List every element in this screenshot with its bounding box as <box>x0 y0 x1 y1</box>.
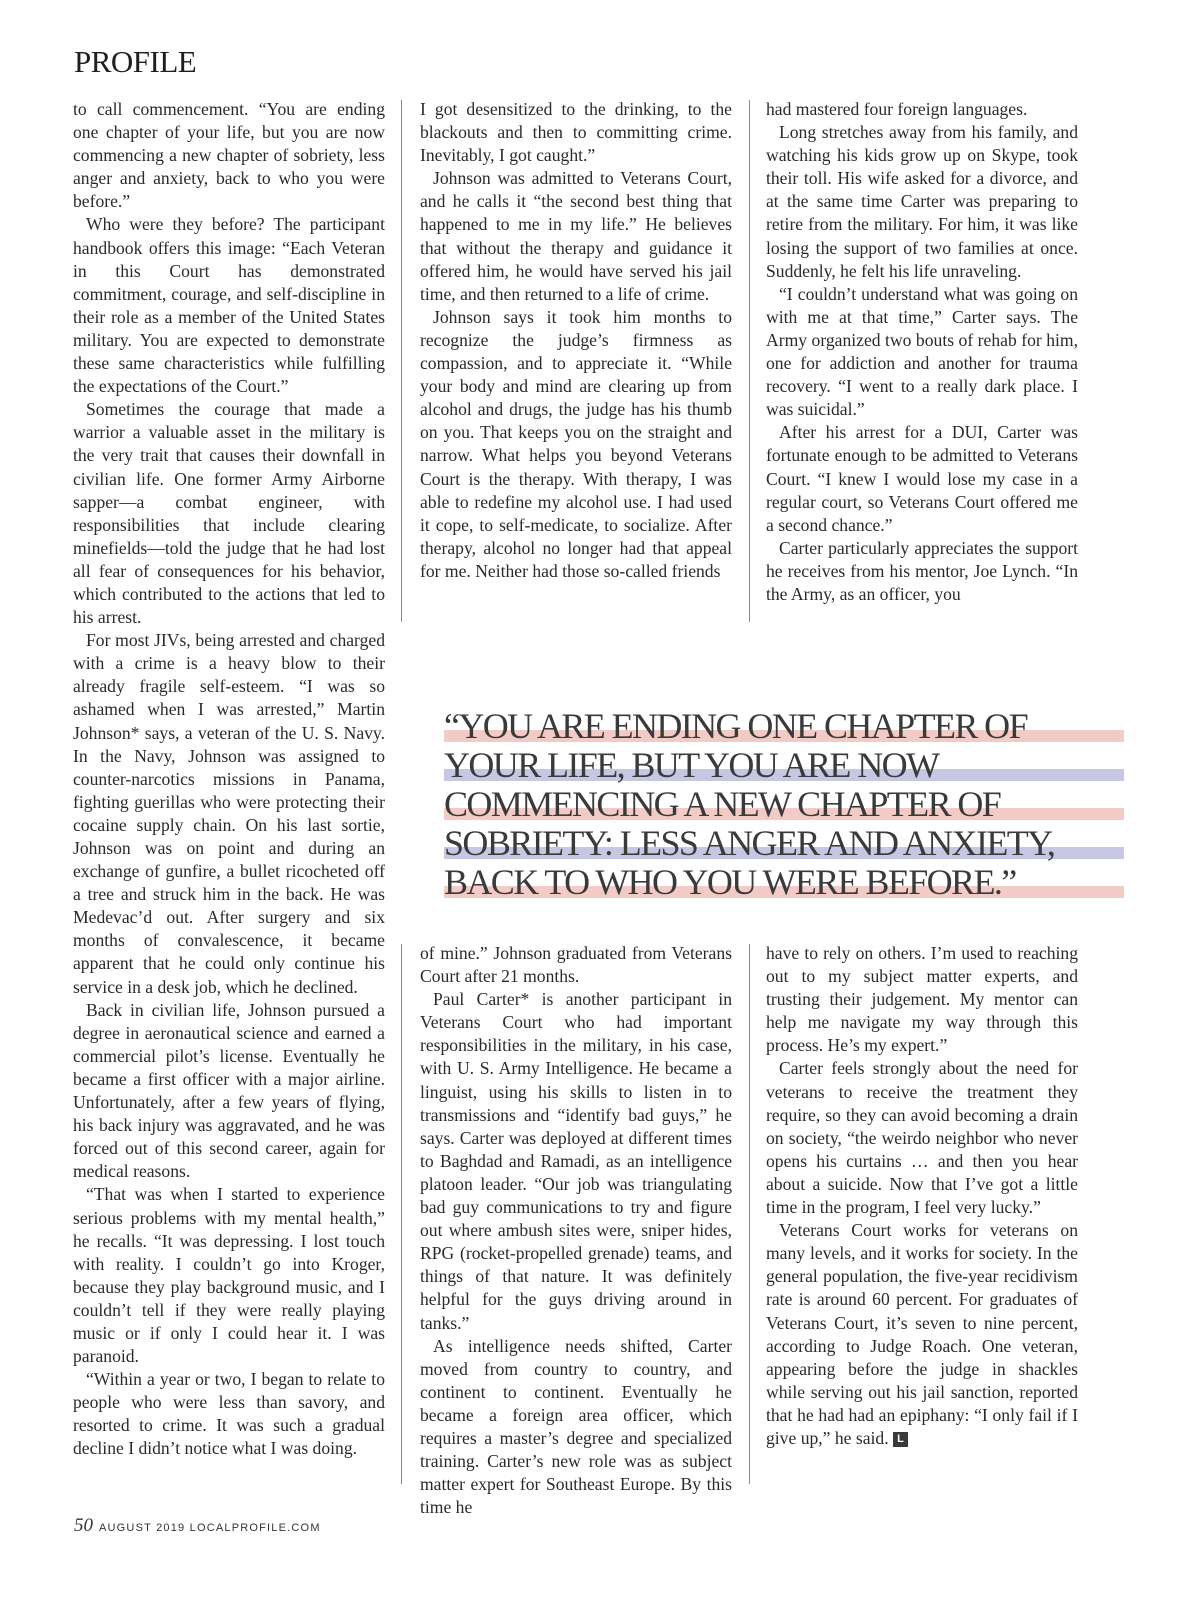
page-number: 50 <box>74 1515 93 1536</box>
section-title: PROFILE <box>74 44 197 79</box>
paragraph: For most JIVs, being arrested and charged with a crime is a heavy blow to their already fragile self-esteem. “I was so ashamed when I was arrested,” Martin Johnson* says, a veteran of the U. S. Navy. In the Navy, Johnson was assigned to counter-narcotics missions in Panama, fighting guerillas who were protecting their cocaine supply chain. On his last sortie, Johnson was on point and during an exchange of gunfire, a bullet ricocheted off a tree and struck him in the back. He was Medevac’d out. After surgery and six months of convalescence, it became apparent that he could only continue his service in a desk job, which he declined. <box>73 630 385 997</box>
paragraph: “I couldn’t understand what was going on with me at that time,” Carter says. The Army organized two bouts of rehab for him, one for addiction and another for trauma recovery. “I went to a really dark place. I was suicidal.” <box>766 283 1078 420</box>
column-divider <box>749 100 750 622</box>
paragraph: Back in civilian life, Johnson pursued a degree in aeronautical science and earned a commercial pilot’s license. Eventually he became a first officer with a major airline. Unfortunately, after a few years of flying, his back injury was aggravated, and he was forced out of this second career, again for medical reasons. <box>73 999 385 1182</box>
paragraph: have to rely on others. I’m used to reaching out to my subject matter experts, and trusting their judgement. My mentor can help me navigate my way through this process. He’s my expert.” <box>766 943 1078 1056</box>
paragraph: had mastered four foreign languages. <box>766 99 1028 119</box>
paragraph: of mine.” Johnson graduated from Veterans Court after 21 months. <box>420 943 732 987</box>
article-column-2-top <box>420 98 732 583</box>
paragraph: Paul Carter* is another participant in Veterans Court who had important responsibilities in the military, in his case, with U. S. Army Intelligence. He became a linguist, using his skills to listen in to transmissions and “identify bad guys,” he says. Carter was deployed at different times to Baghdad and Ramadi, as an intelligence platoon leader. “Our job was triangulating bad guy communications to try and figure out where ambush sites were, sniper hides, RPG (rocket-propelled grenade) teams, and things of that nature. It was definitely helpful for the guys driving around in tanks.” <box>420 989 732 1333</box>
paragraph: After his arrest for a DUI, Carter was fortunate enough to be admitted to Veterans Court. “I knew I would lose my case in a regular court, so Veterans Court offered me a second chance.” <box>766 422 1078 535</box>
article-column-3-top <box>766 98 1078 606</box>
article-column-3-bottom <box>766 942 1078 1450</box>
pull-quote-line: “YOU ARE ENDING ONE CHAPTER OF <box>444 707 1124 746</box>
pull-quote-line: YOUR LIFE, BUT YOU ARE NOW <box>444 746 1124 785</box>
paragraph: Carter feels strongly about the need for veterans to receive the treatment they require, so they can avoid becoming a drain on society, “the weirdo neighbor who never opens his curtains … and then you hear about a suicide. Now that I’ve got a little time in the program, I feel very lucky.” <box>766 1058 1078 1218</box>
column-divider <box>401 100 402 622</box>
paragraph: As intelligence needs shifted, Carter moved from country to country, and continent to continent. Eventually he became a foreign area officer, which requires a master’s degree and specialized training. Carter’s new role was as subject matter expert for Southeast Europe. By this time he <box>420 1335 732 1518</box>
paragraph: Sometimes the courage that made a warrior a valuable asset in the military is the very trait that causes their downfall in civilian life. One former Army Airborne sapper—a combat engineer, with responsibilities that include clearing minefields—told the judge that he had lost all fear of consequences for his behavior, which contributed to the actions that led to his arrest. <box>73 399 385 628</box>
column-divider <box>401 944 402 1484</box>
paragraph-text: Veterans Court works for veterans on many levels, and it works for society. In the general population, the five-year recidivism rate is around 60 percent. For graduates of Veterans Court, it’s seven to nine percent, according to Judge Roach. One veteran, appearing before the judge in shackles while serving out his jail sanction, reported that he had had an epiphany: “I only fail if I give up,” he said. <box>766 1220 1078 1448</box>
paragraph: Long stretches away from his family, and watching his kids grow up on Skype, took their toll. His wife asked for a divorce, and at the same time Carter was preparing to retire from the military. For him, it was like losing the support of two families at once. Suddenly, he felt his life unraveling. <box>766 122 1078 281</box>
page-footer <box>74 1515 321 1537</box>
pull-quote-line: SOBRIETY: LESS ANGER AND ANXIETY, <box>444 824 1124 863</box>
pull-quote-line: BACK TO WHO YOU WERE BEFORE.” <box>444 863 1124 902</box>
paragraph: to call commencement. “You are ending one chapter of your life, but you are now commencing a new chapter of sobriety, less anger and anxiety, back to who you were before.” <box>73 99 385 212</box>
paragraph: Carter particularly appreciates the support he receives from his mentor, Joe Lynch. “In the Army, as an officer, you <box>766 537 1078 604</box>
end-mark-icon: L <box>893 1432 908 1447</box>
paragraph: “Within a year or two, I began to relate to people who were less than savory, and resorted to crime. It was such a gradual decline I didn’t notice what I was doing. <box>73 1369 385 1459</box>
pull-quote <box>444 707 1124 902</box>
paragraph: “That was when I started to experience serious problems with my mental health,” he recalls. “It was depressing. I lost touch with reality. I couldn’t go into Kroger, because they play background music, and I couldn’t tell if they were really playing music or if only I could hear it. I was paranoid. <box>73 1184 385 1367</box>
article-column-2-bottom <box>420 942 732 1519</box>
footer-text: AUGUST 2019 LOCALPROFILE.COM <box>99 1522 321 1534</box>
paragraph <box>766 1219 1078 1450</box>
column-divider <box>749 944 750 1484</box>
paragraph: I got desensitized to the drinking, to the blackouts and then to committing crime. Inevitably, I got caught.” <box>420 99 732 166</box>
paragraph: Johnson was admitted to Veterans Court, and he calls it “the second best thing that happened to me in my life.” He believes that without the therapy and guidance it offered him, he would have served his jail time, and then returned to a life of crime. <box>420 168 732 304</box>
paragraph: Johnson says it took him months to recognize the judge’s firmness as compassion, and to appreciate it. “While your body and mind are clearing up from alcohol and drugs, the judge has his thumb on you. That keeps you on the straight and narrow. What helps you beyond Veterans Court is the therapy. With therapy, I was able to redefine my alcohol use. I had used it cope, to self-medicate, to socialize. After therapy, alcohol no longer had that appeal for me. Neither had those so-called friends <box>420 306 732 581</box>
paragraph: Who were they before? The participant handbook offers this image: “Each Veteran in this Court has demonstrated commitment, courage, and self-discipline in their role as a member of the United States military. You are expected to demonstrate these same characteristics while fulfilling the expectations of the Court.” <box>73 214 385 397</box>
article-column-1 <box>73 98 385 1461</box>
pull-quote-line: COMMENCING A NEW CHAPTER OF <box>444 785 1124 824</box>
